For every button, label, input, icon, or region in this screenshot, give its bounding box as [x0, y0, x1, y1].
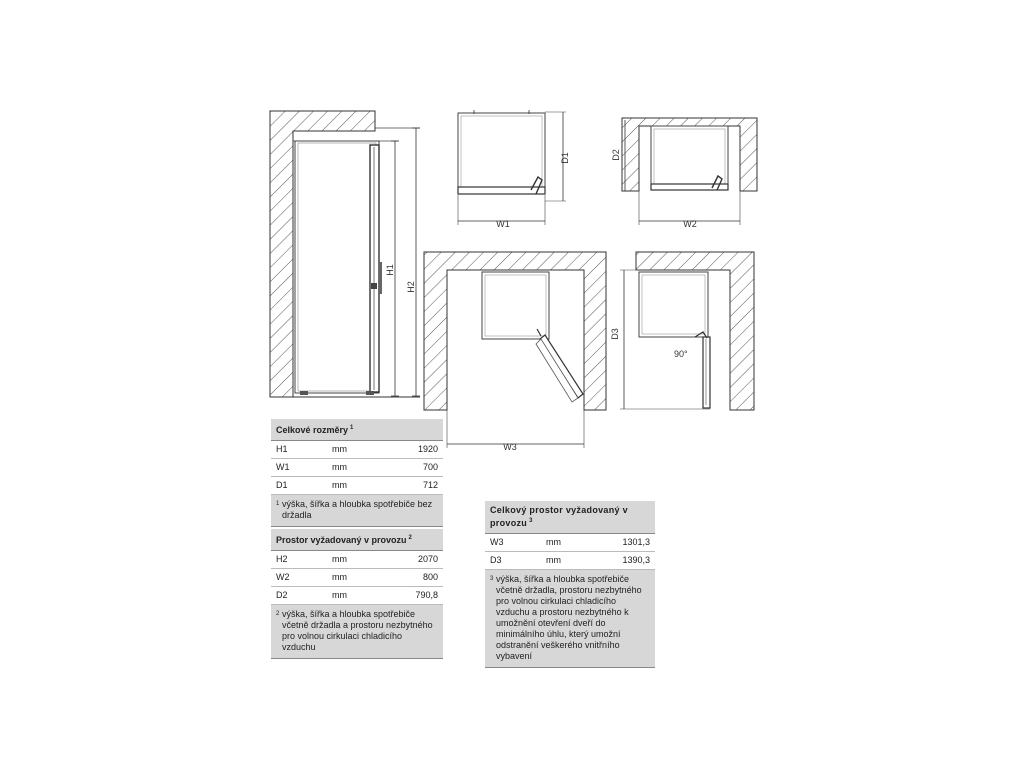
- top-view-w3: [424, 252, 606, 452]
- d1-label: D1: [560, 152, 570, 164]
- table-footnote: 2 výška, šířka a hloubka spotřebiče včetně držadla a prostoru nezbytného pro volnou cirkulaci chladicího vzduchu: [271, 605, 443, 659]
- total-required-space-table: [485, 501, 655, 668]
- d2-label: D2: [611, 149, 621, 161]
- table-row: H1 mm 1920: [271, 441, 443, 459]
- table-row: W2 mm 800: [271, 569, 443, 587]
- overall-dimensions-table: [271, 419, 443, 527]
- open-door-d3: [695, 332, 710, 408]
- table-row: D3 mm 1390,3: [485, 552, 655, 570]
- table-title: Celkové rozměry $^1$: [271, 419, 443, 441]
- top-view-w1-d1: [458, 110, 570, 229]
- d3-label: D3: [610, 328, 620, 340]
- table-footnote: 1 výška, šířka a hloubka spotřebiče bez držadla: [271, 495, 443, 527]
- table-title: Celkový prostor vyžadovaný v provozu $^3$: [485, 501, 655, 534]
- handle-side: [379, 262, 382, 294]
- h1-label: H1: [385, 264, 395, 276]
- side-view: [270, 111, 420, 397]
- fridge-top-view: [458, 113, 545, 191]
- table-footnote: 3 výška, šířka a hloubka spotřebiče včetně držadla, prostoru nezbytného pro volnou cirkulaci chladicího vzduchu a prostoru nezbytného k umožnění otevření dveří do minimálního úhlu, který umožní odstranění veškerého vnitřního vybavení: [485, 570, 655, 668]
- w1-label: W1: [496, 219, 510, 229]
- table-row: D1 mm 712: [271, 477, 443, 495]
- top-view-d3: [610, 252, 754, 410]
- w2-label: W2: [683, 219, 697, 229]
- table-row: W3 mm 1301,3: [485, 534, 655, 552]
- w3-label: W3: [503, 442, 517, 452]
- angle-label: 90°: [674, 349, 688, 359]
- open-door-w3: [536, 329, 583, 402]
- table-row: W1 mm 700: [271, 459, 443, 477]
- required-space-table: [271, 529, 443, 659]
- table-row: H2 mm 2070: [271, 551, 443, 569]
- door-edge-side: [370, 145, 379, 392]
- h2-label: H2: [406, 281, 416, 293]
- fridge-body-side: [295, 141, 379, 393]
- table-title: Prostor vyžadovaný v provozu $^2$: [271, 529, 443, 551]
- table-row: D2 mm 790,8: [271, 587, 443, 605]
- top-view-w2-d2: [611, 118, 757, 229]
